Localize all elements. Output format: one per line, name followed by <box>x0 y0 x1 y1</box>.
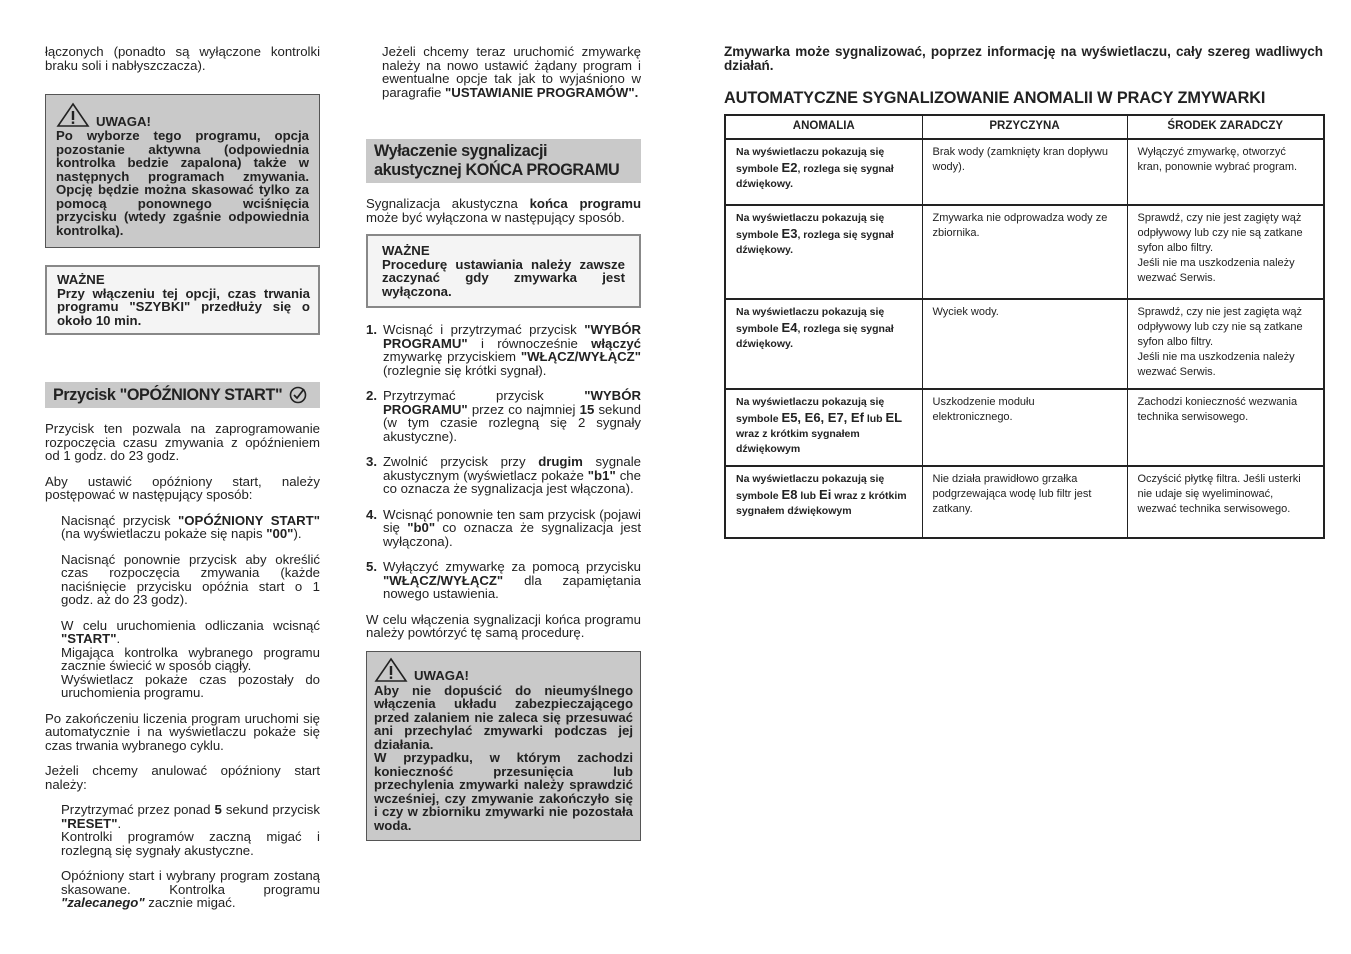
fix-cell: Sprawdź, czy nie jest zagięty wąż odpływowy lub czy nie są zatkane syfon albo filtry. Jeśli nie ma uszkodzenia należy wezwać Serwis. <box>1127 205 1324 299</box>
paragraph: Migająca kontrolka wybranego programu zacznie świecić w sposób ciągły. <box>61 644 320 673</box>
column-header: ANOMALIA <box>725 115 922 139</box>
cause-cell: Nie działa prawidłowo grzałka podgrzewająca wodę lub filtr jest zatkany. <box>922 466 1127 538</box>
table-row <box>725 299 1324 389</box>
steps-list <box>366 323 641 601</box>
warning-text: W przypadku, w którym zachodzi konieczność przesunięcia lub przechylenia zmywarki należy sprawdzić wcześniej, czy zmywanie zakończyło się i czy w zbiorniku zmywarki nie pozostała woda. <box>374 750 633 833</box>
cause-cell: Zmywarka nie odprowadza wody ze zbiornika. <box>922 205 1127 299</box>
list-item: 2. Przytrzymać przycisk "WYBÓR PROGRAMU" przez co najmniej 15 sekund (w tym czasie rozlegną się 2 sygnały akustyczne). <box>366 388 641 444</box>
column-right <box>724 45 1323 539</box>
list-item: 5. Wyłączyć zmywarkę za pomocą przycisku "WŁĄCZ/WYŁĄCZ" dla zapamiętania nowego ustawienia. <box>366 559 641 601</box>
important-text: Przy włączeniu tej opcji, czas trwania programu "SZYBKI" przedłuży się o około 10 min. <box>57 285 310 328</box>
anomaly-cell: Na wyświetlaczu pokazują się symbole E3, rozlega się sygnał dźwiękowy. <box>725 205 922 299</box>
fix-cell: Wyłączyć zmywarkę, otworzyć kran, ponownie wybrać program. <box>1127 139 1324 205</box>
paragraph-intro: Zmywarka może sygnalizować, poprzez informację na wyświetlaczu, cały szereg wadliwych działań. <box>724 44 1323 73</box>
list-item: 4. Wcisnąć ponownie ten sam przycisk (pojawi się "b0" co oznacza że sygnalizacja jest wyłączona). <box>366 506 642 549</box>
important-title: WAŻNE <box>57 272 105 287</box>
paragraph-intro: łączonych (ponadto są wyłączone kontrolki braku soli i nabłyszczacza). <box>45 44 320 73</box>
anomaly-cell: Na wyświetlaczu pokazują się symbole E5, E6, E7, Ef lub EL wraz z krótkim sygnałem dźwiękowym <box>725 389 922 466</box>
table-row <box>725 466 1324 538</box>
important-box <box>366 234 641 308</box>
paragraph: Opóźniony start i wybrany program zostaną skasowane. Kontrolka programu "zalecanego" zacznie migać. <box>61 868 320 910</box>
fix-cell: Zachodzi konieczność wezwania technika serwisowego. <box>1127 389 1324 466</box>
paragraph: W celu uruchomienia odliczania wcisnąć "START". <box>61 617 320 646</box>
table-row <box>725 389 1324 466</box>
paragraph: Przytrzymać przez ponad 5 sekund przycisk "RESET". <box>61 802 320 831</box>
paragraph: Jeżeli chcemy anulować opóźniony start należy: <box>45 763 320 792</box>
column-header: ŚRODEK ZARADCZY <box>1127 115 1324 139</box>
warning-triangle-icon <box>56 102 90 128</box>
warning-title: UWAGA! <box>96 113 151 129</box>
section-heading-signal-off: Wyłaczenie sygnalizacji akustycznej KOŃCA PROGRAMU <box>366 139 641 183</box>
cause-cell: Wyciek wody. <box>922 299 1127 389</box>
warning-text: Po wyborze tego programu, opcja pozostanie aktywna (odpowiednia kontrolka bedzie zapalona) także w następnych programach zmywania. Opcję będzie można skasować tylko za pomocą ponownego wciśnięcia przycisku (wtedy zgaśnie odpowiednia kontrolka). <box>56 128 309 238</box>
column-left <box>45 45 320 910</box>
paragraph: Po zakończeniu liczenia program uruchomi się automatycznie i na wyświetlaczu pokaże się czas trwania wybranego cyklu. <box>45 710 320 753</box>
warning-title: UWAGA! <box>414 668 469 683</box>
paragraph: Aby ustawić opóźniony start, należy postępować w następujący sposób: <box>45 473 320 502</box>
important-box <box>45 265 320 335</box>
warning-box <box>366 651 641 842</box>
paragraph: Nacisnąć przycisk "OPÓŹNIONY START" (na wyświetlaczu pokaże się napis "00"). <box>61 512 320 541</box>
anomaly-cell: Na wyświetlaczu pokazują się symbole E2, rozlega się sygnał dźwiękowy. <box>725 139 922 205</box>
important-text: Procedurę ustawiania należy zawsze zaczynać gdy zmywarka jest wyłączona. <box>382 256 625 299</box>
column-middle <box>366 45 641 841</box>
fix-cell: Sprawdź, czy nie jest zagięta wąż odpływowy lub czy nie są zatkane syfon albo filtry. Jeśli nie ma uszkodzenia należy wezwać Serwis. <box>1127 299 1324 389</box>
heading-text: Przycisk "OPÓŹNIONY START" <box>53 385 283 404</box>
table-row <box>725 139 1324 205</box>
important-title: WAŻNE <box>382 243 430 258</box>
anomalies-table <box>724 114 1325 539</box>
fix-cell: Oczyścić płytkę filtra. Jeśli usterki nie udaje się wyeliminować, wezwać technika serwisowego. <box>1127 466 1324 538</box>
section-heading-delay-start <box>45 382 320 408</box>
anomaly-cell: Na wyświetlaczu pokazują się symbole E8 lub Ei wraz z krótkim sygnałem dźwiękowym <box>725 466 922 538</box>
cause-cell: Brak wody (zamknięty kran dopływu wody). <box>922 139 1127 205</box>
section-title-anomalies: AUTOMATYCZNE SYGNALIZOWANIE ANOMALII W PRACY ZMYWARKI <box>724 89 1266 107</box>
list-item: 3. Zwolnić przycisk przy drugim sygnale akustycznym (wyświetlacz pokaże "b1" che co oznacza że sygnalizacja jest włączona). <box>366 454 641 496</box>
paragraph: W celu włączenia sygnalizacji końca programu należy powtórzyć tę samą procedurę. <box>366 611 641 640</box>
paragraph: Sygnalizacja akustyczna końca programu może być wyłączona w następujący sposób. <box>366 196 641 225</box>
table-row <box>725 205 1324 299</box>
paragraph: Wyświetlacz pokaże czas pozostały do uruchomienia programu. <box>61 671 320 700</box>
paragraph: Kontrolki programów zaczną migać i rozlegną się sygnały akustyczne. <box>61 829 320 858</box>
cause-cell: Uszkodzenie modułu elektronicznego. <box>922 389 1127 466</box>
warning-box <box>45 94 320 248</box>
anomaly-cell: Na wyświetlaczu pokazują się symbole E4, rozlega się sygnał dźwiękowy. <box>725 299 922 389</box>
warning-text: Aby nie dopuścić do nieumyślnego włączenia układu zabezpieczającego przed zalaniem nie zaleca się przesuwać ani przechylać zmywarki podczas jej działania. <box>374 682 633 752</box>
paragraph: Przycisk ten pozwala na zaprogramowanie rozpoczęcia czasu zmywania z opóźnieniem od 1 godz. do 23 godz. <box>45 421 320 463</box>
paragraph: Jeżeli chcemy teraz uruchomić zmywarkę należy na nowo ustawić żądany program i ewentualne opcje tak jak to wyjaśniono w paragrafie "USTAWIANIE PROGRAMÓW". <box>382 44 641 100</box>
column-header: PRZYCZYNA <box>922 115 1127 139</box>
paragraph: Nacisnąć ponownie przycisk aby określić czas rozpoczęcia zmywania (każde naciśnięcie przycisku opóźnia start o 1 godz. aż do 23 godz). <box>61 551 320 607</box>
clock-check-icon <box>288 385 308 405</box>
warning-triangle-icon <box>374 657 408 683</box>
table-header-row <box>725 115 1324 139</box>
list-item: 1. Wcisnąć i przytrzymać przycisk "WYBÓR PROGRAMU" i równocześnie włączyć zmywarkę przyciskiem "WŁĄCZ/WYŁĄCZ" (rozlegnie się krótki sygnał). <box>366 322 641 378</box>
